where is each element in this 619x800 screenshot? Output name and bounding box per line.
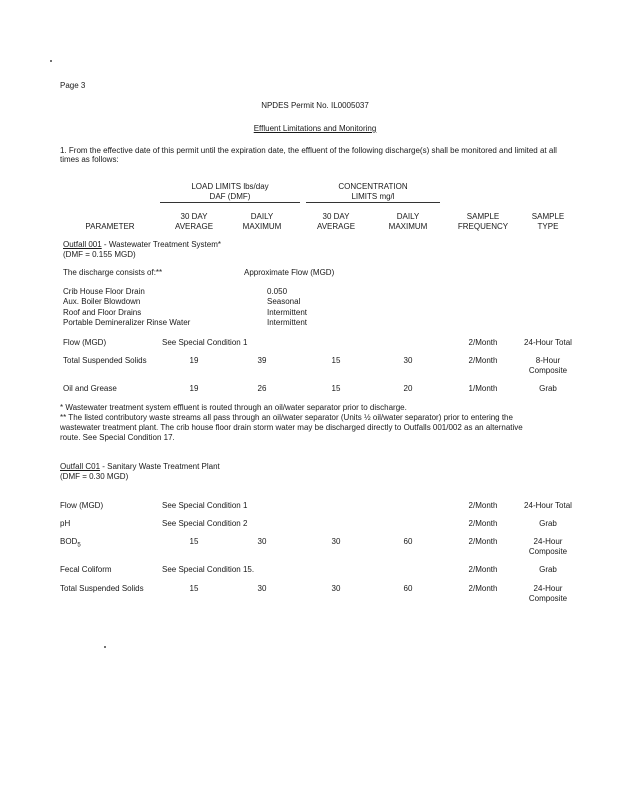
sample-type-line2: Composite bbox=[528, 547, 568, 556]
footnote-2-line3: route. See Special Condition 17. bbox=[60, 433, 175, 442]
section-title: Effluent Limitations and Monitoring bbox=[253, 124, 377, 133]
source-flow: 0.050 bbox=[267, 287, 288, 296]
sample-frequency: 2/Month bbox=[468, 519, 498, 528]
param-bod-name: BOD bbox=[60, 537, 78, 546]
load-daily-max: 30 bbox=[257, 537, 267, 546]
sample-frequency: 1/Month bbox=[468, 384, 498, 393]
scan-speck bbox=[50, 60, 52, 62]
sample-frequency: 2/Month bbox=[468, 584, 498, 593]
permit-number: NPDES Permit No. IL0005037 bbox=[261, 101, 369, 110]
col-load-30day-1: 30 DAY bbox=[180, 212, 208, 221]
footnote-2-line1: ** The listed contributory waste streams all pass through an oil/water separator (Units ½ oil/water separator) prior to entering the bbox=[60, 413, 513, 422]
col-sample-type-1: SAMPLE bbox=[531, 212, 565, 221]
special-condition: See Special Condition 1 bbox=[162, 501, 248, 510]
special-condition: See Special Condition 1 bbox=[162, 338, 248, 347]
sample-frequency: 2/Month bbox=[468, 537, 498, 546]
param-flow: Flow (MGD) bbox=[60, 501, 104, 510]
conc-daily-max: 60 bbox=[403, 537, 413, 546]
col-sample-type-2: TYPE bbox=[537, 222, 559, 231]
source-flow: Seasonal bbox=[267, 297, 301, 306]
conc-30day: 30 bbox=[331, 537, 341, 546]
load-limits-subheading: DAF (DMF) bbox=[209, 192, 251, 201]
outfall-c01-desc: - Sanitary Waste Treatment Plant bbox=[100, 462, 220, 471]
sample-frequency: 2/Month bbox=[468, 565, 498, 574]
sample-frequency: 2/Month bbox=[468, 338, 498, 347]
outfall-001-heading bbox=[63, 240, 221, 249]
outfall-c01-dmf: (DMF = 0.30 MGD) bbox=[60, 472, 129, 481]
param-ph: pH bbox=[60, 519, 71, 528]
sample-type-line2: Composite bbox=[528, 594, 568, 603]
conc-daily-max: 60 bbox=[403, 584, 413, 593]
scan-speck bbox=[104, 646, 106, 648]
load-daily-max: 30 bbox=[257, 584, 267, 593]
sample-type: 24-Hour bbox=[533, 537, 563, 546]
param-tss: Total Suspended Solids bbox=[63, 356, 147, 365]
source-name: Crib House Floor Drain bbox=[63, 287, 145, 296]
param-flow: Flow (MGD) bbox=[63, 338, 107, 347]
discharge-consists-label: The discharge consists of:** bbox=[63, 268, 163, 277]
concentration-subheading: LIMITS mg/l bbox=[351, 192, 395, 201]
sample-type: Grab bbox=[539, 384, 557, 393]
footnote-1: * Wastewater treatment system effluent is routed through an oil/water separator prior to discharge. bbox=[60, 403, 407, 412]
col-conc-30day-2: AVERAGE bbox=[316, 222, 356, 231]
sample-type-line2: Composite bbox=[528, 366, 568, 375]
sample-type: 24-Hour bbox=[533, 584, 563, 593]
col-sample-frequency-2: FREQUENCY bbox=[457, 222, 509, 231]
sample-type: Grab bbox=[539, 519, 557, 528]
outfall-001-id: Outfall 001 bbox=[63, 240, 102, 249]
load-daily-max: 26 bbox=[257, 384, 267, 393]
load-30day: 19 bbox=[189, 384, 199, 393]
source-flow: Intermittent bbox=[267, 308, 308, 317]
conc-30day: 30 bbox=[331, 584, 341, 593]
page-number: Page 3 bbox=[60, 81, 86, 90]
col-parameter: PARAMETER bbox=[85, 222, 135, 231]
special-condition: See Special Condition 15. bbox=[162, 565, 255, 574]
sample-frequency: 2/Month bbox=[468, 356, 498, 365]
param-tss: Total Suspended Solids bbox=[60, 584, 144, 593]
conc-30day: 15 bbox=[331, 356, 341, 365]
source-name: Roof and Floor Drains bbox=[63, 308, 142, 317]
sample-type: 24-Hour Total bbox=[524, 501, 572, 510]
conc-daily-max: 30 bbox=[403, 356, 413, 365]
concentration-heading: CONCENTRATION bbox=[338, 182, 408, 191]
source-name: Portable Demineralizer Rinse Water bbox=[63, 318, 191, 327]
col-conc-daily-1: DAILY bbox=[396, 212, 420, 221]
special-condition: See Special Condition 2 bbox=[162, 519, 248, 528]
outfall-001-dmf: (DMF = 0.155 MGD) bbox=[63, 250, 136, 259]
load-30day: 19 bbox=[189, 356, 199, 365]
col-load-daily-2: MAXIMUM bbox=[242, 222, 282, 231]
col-conc-30day-1: 30 DAY bbox=[322, 212, 350, 221]
source-flow: Intermittent bbox=[267, 318, 308, 327]
conc-daily-max: 20 bbox=[403, 384, 413, 393]
load-30day: 15 bbox=[189, 537, 199, 546]
conc-30day: 15 bbox=[331, 384, 341, 393]
param-oil-grease: Oil and Grease bbox=[63, 384, 117, 393]
outfall-c01-heading bbox=[60, 462, 220, 471]
approx-flow-label: Approximate Flow (MGD) bbox=[244, 268, 335, 277]
sample-frequency: 2/Month bbox=[468, 501, 498, 510]
sample-type: 24-Hour Total bbox=[524, 338, 572, 347]
load-daily-max: 39 bbox=[257, 356, 267, 365]
param-bod bbox=[60, 537, 81, 551]
col-sample-frequency-1: SAMPLE bbox=[466, 212, 500, 221]
concentration-rule bbox=[306, 202, 440, 203]
sample-type: Grab bbox=[539, 565, 557, 574]
sample-type: 8-Hour bbox=[535, 356, 561, 365]
outfall-c01-id: Outfall C01 bbox=[60, 462, 101, 471]
param-bod-subscript: 5 bbox=[77, 542, 81, 549]
col-conc-daily-2: MAXIMUM bbox=[388, 222, 428, 231]
source-name: Aux. Boiler Blowdown bbox=[63, 297, 141, 306]
col-load-daily-1: DAILY bbox=[250, 212, 274, 221]
col-load-30day-2: AVERAGE bbox=[174, 222, 214, 231]
intro-paragraph: 1. From the effective date of this permit until the expiration date, the effluent of the following discharge(s) shall be monitored and limited at all times as follows: bbox=[60, 146, 557, 164]
footnote-2-line2: wastewater treatment plant. The crib house floor drain storm water may be discharged directly to Outfalls 001/002 as an alternative bbox=[60, 423, 523, 432]
load-limits-heading: LOAD LIMITS lbs/day bbox=[191, 182, 269, 191]
load-30day: 15 bbox=[189, 584, 199, 593]
param-fecal-coliform: Fecal Coliform bbox=[60, 565, 112, 574]
load-limits-rule bbox=[160, 202, 300, 203]
outfall-001-desc: - Wastewater Treatment System* bbox=[101, 240, 221, 249]
